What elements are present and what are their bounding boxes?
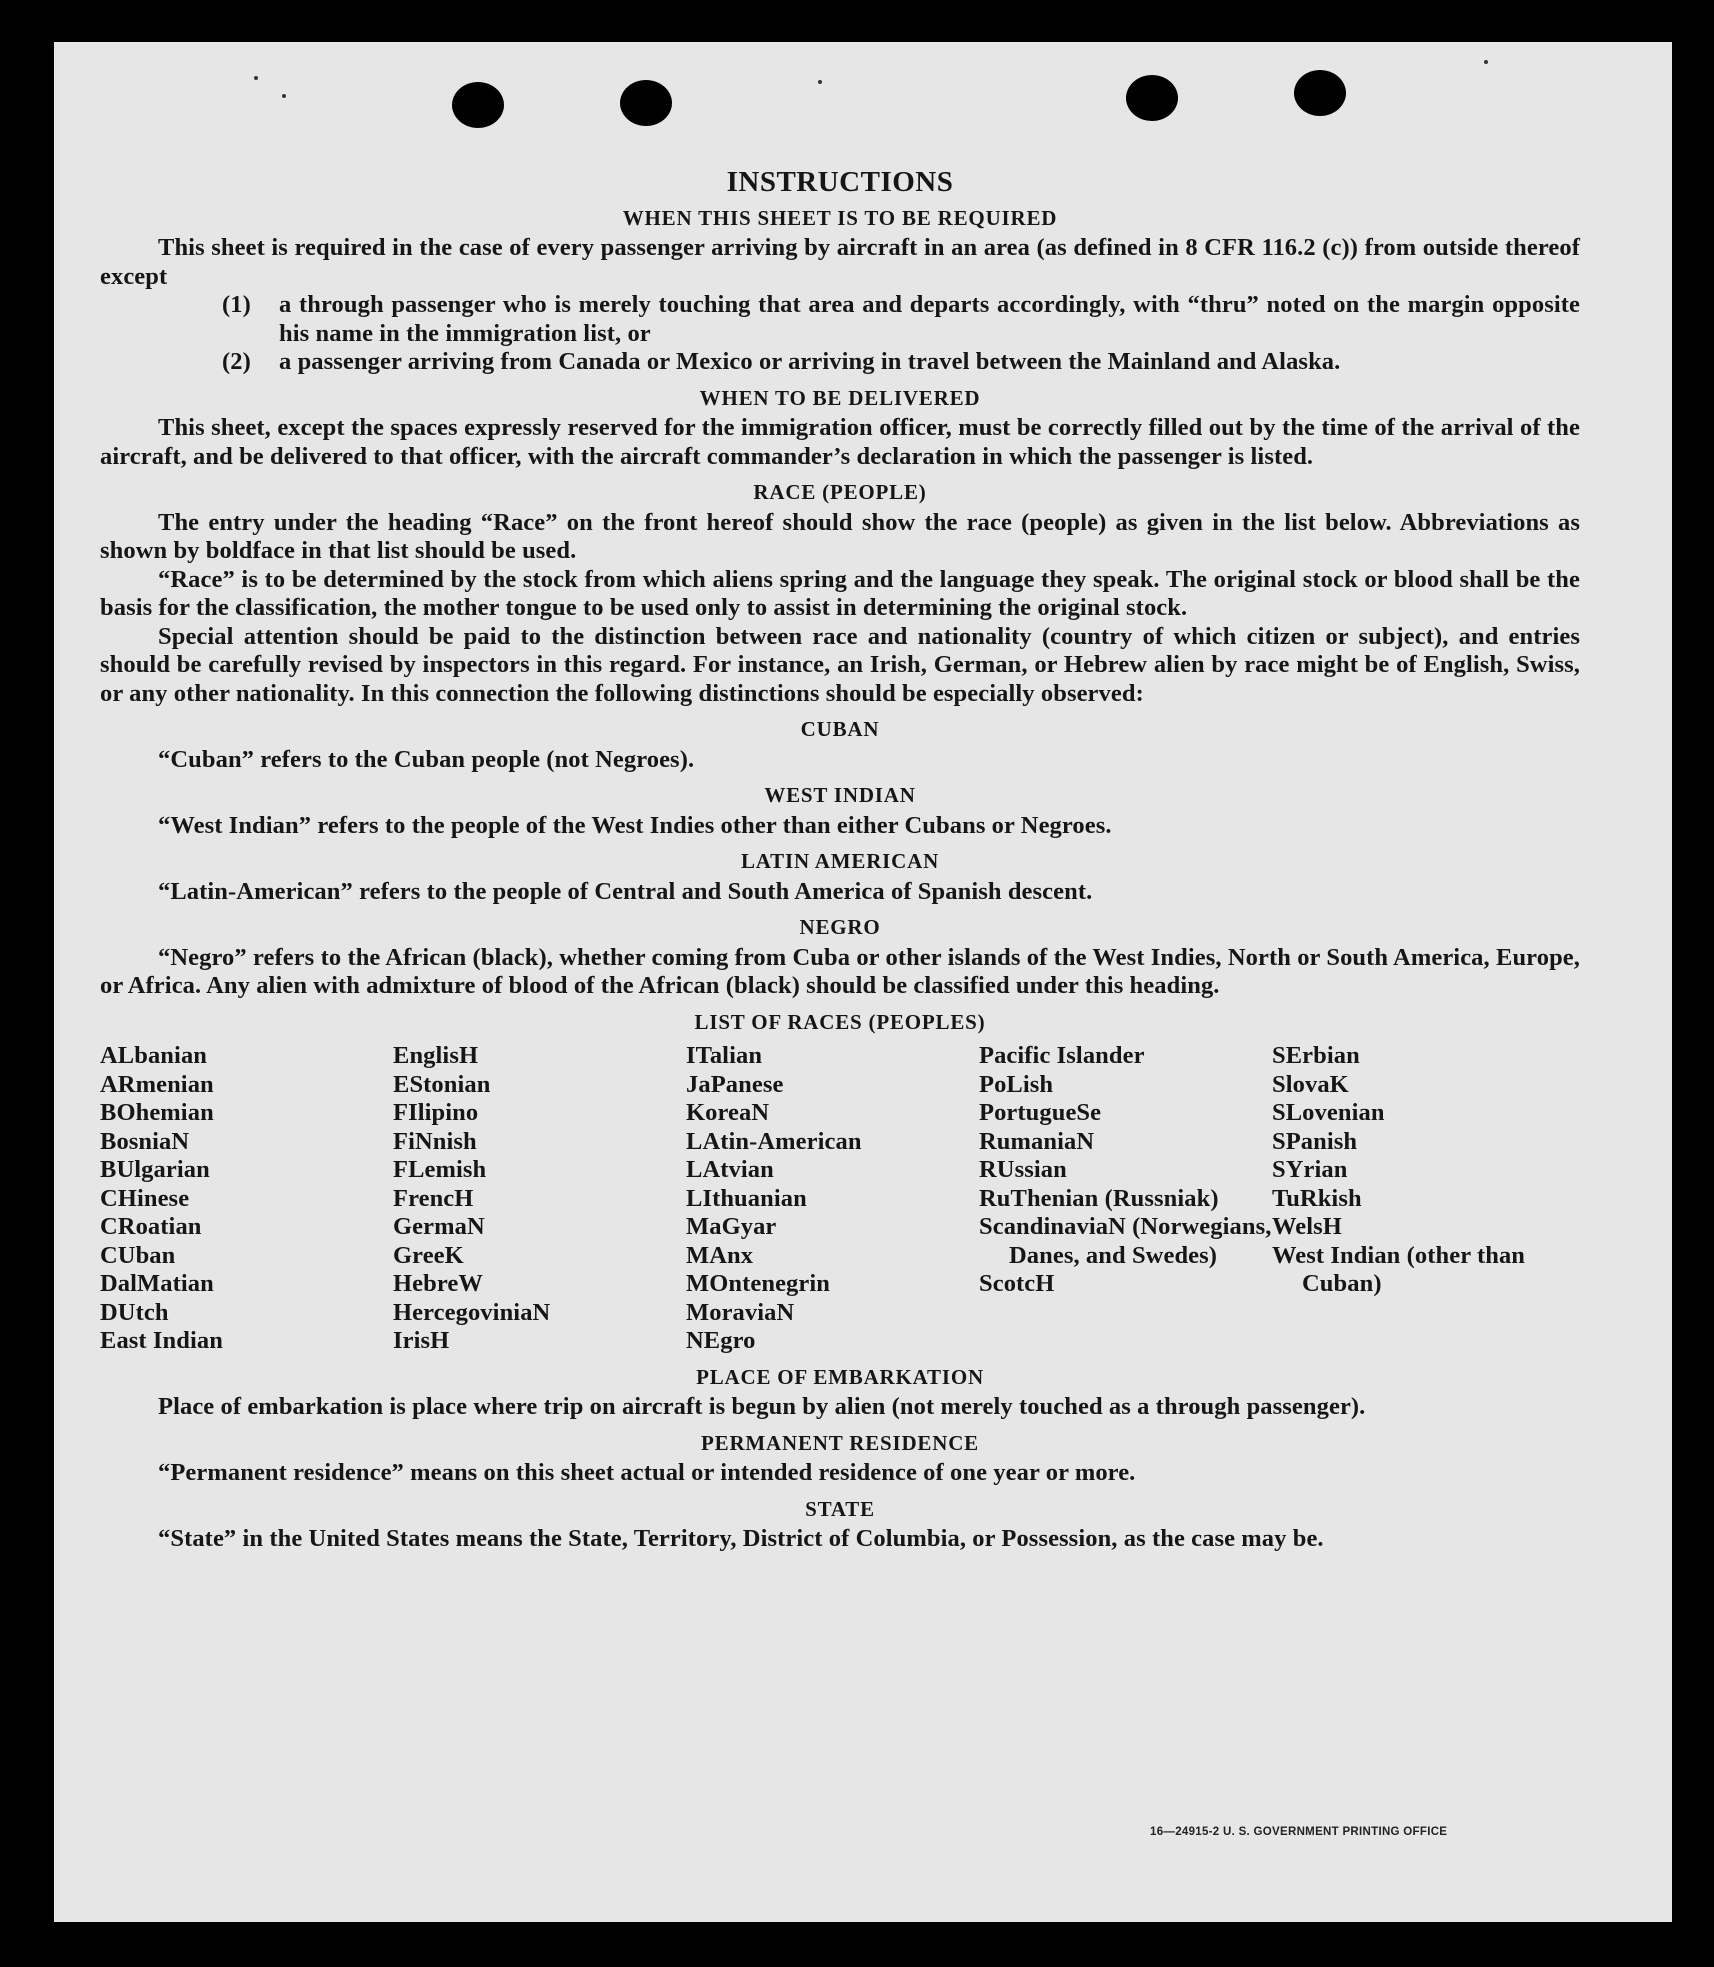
race-entry: JaPanese: [686, 1070, 784, 1098]
section-heading: RACE (PEOPLE): [753, 480, 927, 504]
section-heading: CUBAN: [800, 717, 880, 741]
race-entry: FLemish: [393, 1156, 487, 1183]
race-entry: LIthuanian: [686, 1184, 807, 1212]
race-entry: CHinese: [100, 1184, 190, 1212]
item-number: (1): [222, 291, 251, 318]
section-heading: LATIN AMERICAN: [740, 849, 940, 873]
race-entry: PortugueSe: [979, 1099, 1102, 1126]
item-text: a passenger arriving from Canada or Mexico or arriving in travel between the Mainland and Alaska.: [279, 348, 1341, 375]
race-entry: MaGyar: [686, 1213, 777, 1240]
section-heading: PLACE OF EMBARKATION: [696, 1364, 984, 1389]
race-entry: MAnx: [686, 1241, 754, 1269]
race-entry: ScotcH: [979, 1270, 1055, 1297]
section-heading: PERMANENT RESIDENCE: [701, 1430, 979, 1455]
punch-hole: [452, 82, 504, 128]
section-heading: NEGRO: [799, 915, 881, 939]
race-column: [979, 1042, 1272, 1356]
speck: [1484, 60, 1488, 64]
item-number: (2): [222, 348, 251, 375]
race-entry: DUtch: [100, 1298, 169, 1326]
page-title: INSTRUCTIONS: [726, 166, 954, 198]
list-item: [222, 348, 1580, 377]
document-page: [54, 42, 1672, 1922]
paragraph: This sheet is required in the case of every passenger arriving by aircraft in an area (as defined in 8 CFR 116.2 (c)) from outside thereof except: [100, 234, 1580, 290]
section-heading: WEST INDIAN: [764, 783, 916, 807]
race-entry: WelsH: [1272, 1213, 1342, 1240]
race-entry: LAtin-American: [686, 1127, 862, 1155]
race-entry: KoreaN: [686, 1099, 770, 1126]
race-entry: FIlipino: [393, 1099, 479, 1126]
race-entry: West Indian (other than Cuban): [1272, 1241, 1526, 1297]
section-heading: LIST OF RACES (PEOPLES): [694, 1009, 986, 1034]
punch-hole: [620, 80, 672, 126]
race-list: [100, 1042, 1580, 1356]
race-entry: SLovenian: [1272, 1099, 1385, 1126]
paragraph: “Race” is to be determined by the stock from which aliens spring and the language they speak. The original stock or blood shall be the basis for the classification, the mother tongue to be used only to assist in determining the original stock.: [100, 565, 1580, 621]
section-heading: WHEN THIS SHEET IS TO BE REQUIRED: [622, 205, 1058, 230]
paragraph: “Permanent residence” means on this sheet actual or intended residence of one year or more.: [158, 1459, 1136, 1486]
item-text: a through passenger who is merely touching that area and departs accordingly, with “thru” noted on the margin opposite his name in the immigration list, or: [279, 291, 1580, 347]
race-entry: EStonian: [393, 1070, 491, 1098]
speck: [818, 80, 822, 84]
paragraph: Special attention should be paid to the distinction between race and nationality (country of which citizen or subject), and entries should be carefully revised by inspectors in this regard. For instance, an Irish, German, or Hebrew alien by race might be of English, Swiss, or any other nationality. In this connection the following distinctions should be especially observed:: [100, 622, 1580, 707]
race-entry: EnglisH: [393, 1042, 479, 1069]
race-column: [393, 1042, 686, 1356]
instructions-content: [100, 164, 1580, 1554]
race-entry: ARmenian: [100, 1070, 214, 1098]
race-entry: ScandinaviaN (Norwegians, Danes, and Swedes): [979, 1213, 1272, 1269]
race-entry: SlovaK: [1272, 1070, 1349, 1098]
race-entry: TuRkish: [1272, 1184, 1362, 1212]
paragraph: This sheet, except the spaces expressly reserved for the immigration officer, must be correctly filled out by the time of the arrival of the aircraft, and be delivered to that officer, with the aircraft commander’s declaration in which the passenger is listed.: [100, 414, 1580, 470]
paragraph: “Cuban” refers to the Cuban people (not Negroes).: [158, 745, 695, 773]
race-entry: GermaN: [393, 1213, 485, 1240]
race-entry: LAtvian: [686, 1156, 774, 1183]
speck: [254, 76, 258, 80]
race-entry: BUlgarian: [100, 1156, 210, 1183]
paragraph: “West Indian” refers to the people of the West Indies other than either Cubans or Negroes.: [158, 811, 1112, 839]
race-entry: GreeK: [393, 1241, 464, 1269]
paragraph: “Latin-American” refers to the people of Central and South America of Spanish descent.: [158, 877, 1093, 905]
race-entry: FrencH: [393, 1184, 474, 1212]
race-entry: PoLish: [979, 1070, 1054, 1098]
race-entry: BOhemian: [100, 1099, 214, 1126]
race-entry: SPanish: [1272, 1127, 1358, 1155]
race-entry: CUban: [100, 1241, 176, 1269]
race-entry: ITalian: [686, 1042, 763, 1069]
race-column: [100, 1042, 393, 1356]
paragraph: “State” in the United States means the State, Territory, District of Columbia, or Possession, as the case may be.: [158, 1525, 1324, 1552]
list-item: [222, 291, 1580, 348]
punch-hole: [1294, 70, 1346, 116]
paragraph: Place of embarkation is place where trip on aircraft is begun by alien (not merely touched as a through passenger).: [158, 1393, 1366, 1420]
race-entry: FiNnish: [393, 1127, 477, 1155]
race-column: [1272, 1042, 1565, 1356]
race-entry: SYrian: [1272, 1156, 1348, 1183]
speck: [282, 94, 286, 98]
race-entry: ALbanian: [100, 1042, 208, 1069]
race-entry: RUssian: [979, 1156, 1067, 1183]
paragraph: The entry under the heading “Race” on the front hereof should show the race (people) as given in the list below. Abbreviations as shown by boldface in that list should be used.: [100, 508, 1580, 564]
race-entry: HebreW: [393, 1270, 483, 1297]
section-heading: WHEN TO BE DELIVERED: [699, 385, 981, 410]
race-entry: Pacific Islander: [979, 1042, 1145, 1069]
paragraph: “Negro” refers to the African (black), whether coming from Cuba or other islands of the West Indies, North or South America, Europe, or Africa. Any alien with admixture of blood of the African (black) should be classified under this heading.: [100, 943, 1580, 999]
section-heading: STATE: [805, 1496, 875, 1521]
race-entry: BosniaN: [100, 1127, 190, 1155]
race-entry: RuThenian (Russniak): [979, 1184, 1219, 1212]
printing-office-code: 16—24915-2 U. S. GOVERNMENT PRINTING OFFICE: [1150, 1826, 1448, 1838]
race-entry: CRoatian: [100, 1213, 202, 1240]
race-entry: HercegoviniaN: [393, 1298, 551, 1326]
race-entry: RumaniaN: [979, 1127, 1095, 1155]
race-entry: East Indian: [100, 1327, 223, 1354]
race-entry: MoraviaN: [686, 1298, 795, 1326]
race-entry: MOntenegrin: [686, 1270, 830, 1297]
race-entry: IrisH: [393, 1327, 450, 1354]
race-entry: DalMatian: [100, 1270, 214, 1297]
punch-hole: [1126, 75, 1178, 121]
race-column: [686, 1042, 979, 1356]
race-entry: SErbian: [1272, 1042, 1360, 1069]
race-entry: NEgro: [686, 1327, 756, 1354]
